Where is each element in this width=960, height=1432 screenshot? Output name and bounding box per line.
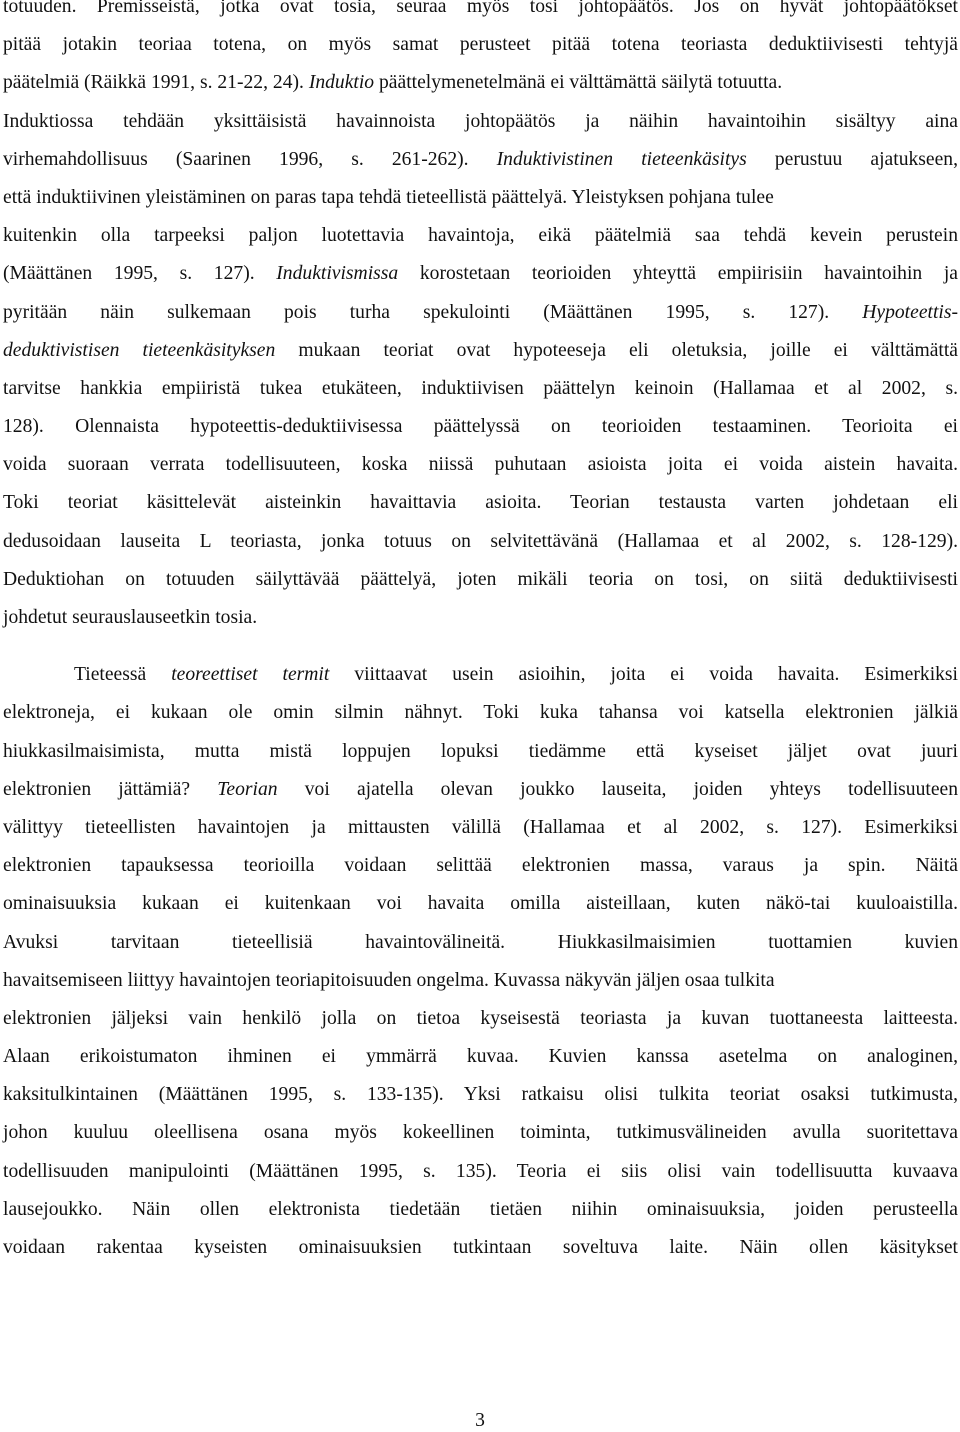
text-line xyxy=(3,332,958,370)
text-line xyxy=(3,484,958,522)
text-line xyxy=(3,962,958,1000)
text-segment: mukaan teoriat ovat hypoteeseja eli oletuksia, joille ei välttämättä xyxy=(275,339,958,361)
text-segment: Deduktiohan on totuuden säilyttävää päättelyä, joten mikäli teoria on tosi, on siitä deduktiivisesti xyxy=(3,568,958,590)
text-segment: havaitsemiseen liittyy havaintojen teoriapitoisuuden ongelma. Kuvassa näkyvän jäljen osaa tulkita xyxy=(3,969,775,991)
text-segment: voida suoraan verrata todellisuuteen, koska niissä puhutaan asioista joita ei voida aistein havaita. xyxy=(3,454,958,476)
text-segment: totuuden. Premisseistä, jotka ovat tosia, seuraa myös tosi johtopäätös. Jos on hyvät johtopäätökset xyxy=(3,0,958,17)
text-segment: dedusoidaan lauseita L teoriasta, jonka totuus on selvitettävänä (Hallamaa et al 2002, s. 128-129). xyxy=(3,530,958,552)
body-text xyxy=(3,0,958,1267)
text-line xyxy=(3,1191,958,1229)
text-line xyxy=(3,885,958,923)
text-line xyxy=(3,294,958,332)
text-segment: Avuksi tarvitaan tieteellisiä havaintovälineitä. Hiukkasilmaisimien tuottamien kuvien xyxy=(3,931,958,953)
text-line xyxy=(3,179,958,217)
text-line xyxy=(3,255,958,293)
text-segment: päättelymenetelmänä ei välttämättä säilytä totuutta. xyxy=(374,72,783,94)
italic-term: teoreettiset termit xyxy=(171,664,330,686)
text-line xyxy=(3,561,958,599)
text-segment: (Määttänen 1995, s. 127). xyxy=(3,263,277,285)
text-line xyxy=(3,408,958,446)
text-segment: elektronien tapauksessa teorioilla voidaan selittää elektronien massa, varaus ja spin. Näitä xyxy=(3,855,958,877)
document-page xyxy=(3,0,958,1267)
text-segment: virhemahdollisuus (Saarinen 1996, s. 261-262). xyxy=(3,148,497,170)
text-segment: elektronien jäljeksi vain henkilö jolla on tietoa kyseisestä teoriasta ja kuvan tuottaneesta laitteesta. xyxy=(3,1007,958,1029)
text-segment: 128). Olennaista hypoteettis-deduktiivisessa päättelyssä on teorioiden testaaminen. Teorioita ei xyxy=(3,416,958,438)
text-line xyxy=(3,523,958,561)
text-line xyxy=(3,103,958,141)
text-line xyxy=(3,26,958,64)
text-line xyxy=(3,0,958,26)
text-line xyxy=(3,924,958,962)
italic-term: Teorian xyxy=(217,778,278,800)
text-segment: elektronien jättämiä? xyxy=(3,778,218,800)
text-line xyxy=(3,1229,958,1267)
text-line xyxy=(3,1076,958,1114)
text-line xyxy=(3,733,958,771)
text-line xyxy=(3,1000,958,1038)
italic-term: Induktivismissa xyxy=(276,263,399,285)
text-segment: välittyy tieteellisten havaintojen ja mittausten välillä (Hallamaa et al 2002, s. 127). Esimerkiksi xyxy=(3,816,958,838)
text-line xyxy=(3,771,958,809)
italic-term: Induktivistinen tieteenkäsitys xyxy=(496,148,747,170)
italic-term: Hypoteettis- xyxy=(862,301,958,323)
text-line xyxy=(3,1038,958,1076)
text-segment: hiukkasilmaisimista, mutta mistä loppujen lopuksi tiedämme että kyseiset jäljet ovat juuri xyxy=(3,740,958,762)
text-line xyxy=(3,1153,958,1191)
text-segment: kaksitulkintainen (Määttänen 1995, s. 133-135). Yksi ratkaisu olisi tulkita teoriat osaksi tutkimusta, xyxy=(3,1084,958,1106)
text-segment: pyritään näin sulkemaan pois turha spekulointi (Määttänen 1995, s. 127). xyxy=(3,301,863,323)
text-segment: Toki teoriat käsittelevät aisteinkin havaittavia asioita. Teorian testausta varten johdetaan eli xyxy=(3,492,958,514)
text-segment: Tieteessä xyxy=(74,664,172,686)
text-line xyxy=(3,656,958,694)
text-segment: tarvitse hankkia empiiristä tukea etukäteen, induktiivisen päättelyn keinoin (Hallamaa et al 2002, s. xyxy=(3,377,958,399)
text-segment: pitää jotakin teoriaa totena, on myös samat perusteet pitää totena teoriasta deduktiivisesti tehtyjä xyxy=(3,34,958,56)
text-line xyxy=(3,847,958,885)
text-segment: viittaavat usein asioihin, joita ei voida havaita. Esimerkiksi xyxy=(329,664,959,686)
text-segment: että induktiivinen yleistäminen on paras tapa tehdä tieteellistä päättelyä. Yleistyksen pohjana tulee xyxy=(3,186,774,208)
text-line xyxy=(3,141,958,179)
text-segment: korostetaan teorioiden yhteyttä empiirisiin havaintoihin ja xyxy=(398,263,959,285)
text-line xyxy=(3,1114,958,1152)
text-segment: kuitenkin olla tarpeeksi paljon luotettavia havaintoja, eikä päätelmiä saa tehdä kevein perustein xyxy=(3,225,958,247)
italic-term: deduktivistisen tieteenkäsityksen xyxy=(3,339,276,361)
text-segment: ominaisuuksia kukaan ei kuitenkaan voi havaita omilla aisteillaan, kuten näkö-tai kuuloaistilla. xyxy=(3,893,958,915)
text-segment: päätelmiä (Räikkä 1991, s. 21-22, 24). xyxy=(3,72,309,94)
text-line xyxy=(3,694,958,732)
text-segment: voi ajatella olevan joukko lauseita, joiden yhteys todellisuuteen xyxy=(277,778,959,800)
text-segment: Alaan erikoistumaton ihminen ei ymmärrä kuvaa. Kuvien kanssa asetelma on analoginen, xyxy=(3,1046,958,1068)
text-segment: Induktiossa tehdään yksittäisistä havainnoista johtopäätös ja näihin havaintoihin sisältyy aina xyxy=(3,110,958,132)
text-segment: todellisuuden manipulointi (Määttänen 1995, s. 135). Teoria ei siis olisi vain todellisuutta kuvaava xyxy=(3,1160,958,1182)
text-line xyxy=(3,217,958,255)
text-segment: perustuu ajatukseen, xyxy=(746,148,959,170)
text-line xyxy=(3,370,958,408)
text-segment: voidaan rakentaa kyseisten ominaisuuksien tutkintaan soveltuva laite. Näin ollen käsitykset xyxy=(3,1237,958,1258)
text-line xyxy=(3,446,958,484)
page-number: 3 xyxy=(475,1410,485,1431)
text-segment: johon kuuluu oleellisena osana myös kokeellinen toiminta, tutkimusvälineiden avulla suoritettava xyxy=(3,1122,958,1144)
text-line xyxy=(3,809,958,847)
text-line xyxy=(3,64,958,102)
text-line xyxy=(3,599,958,637)
text-segment: johdetut seurauslauseetkin tosia. xyxy=(3,607,258,628)
text-segment: lausejoukko. Näin ollen elektronista tiedetään tietäen niihin ominaisuuksia, joiden perusteella xyxy=(3,1198,958,1220)
text-segment: elektroneja, ei kukaan ole omin silmin nähnyt. Toki kuka tahansa voi katsella elektronien jälkiä xyxy=(3,702,958,724)
italic-term: Induktio xyxy=(308,72,375,94)
